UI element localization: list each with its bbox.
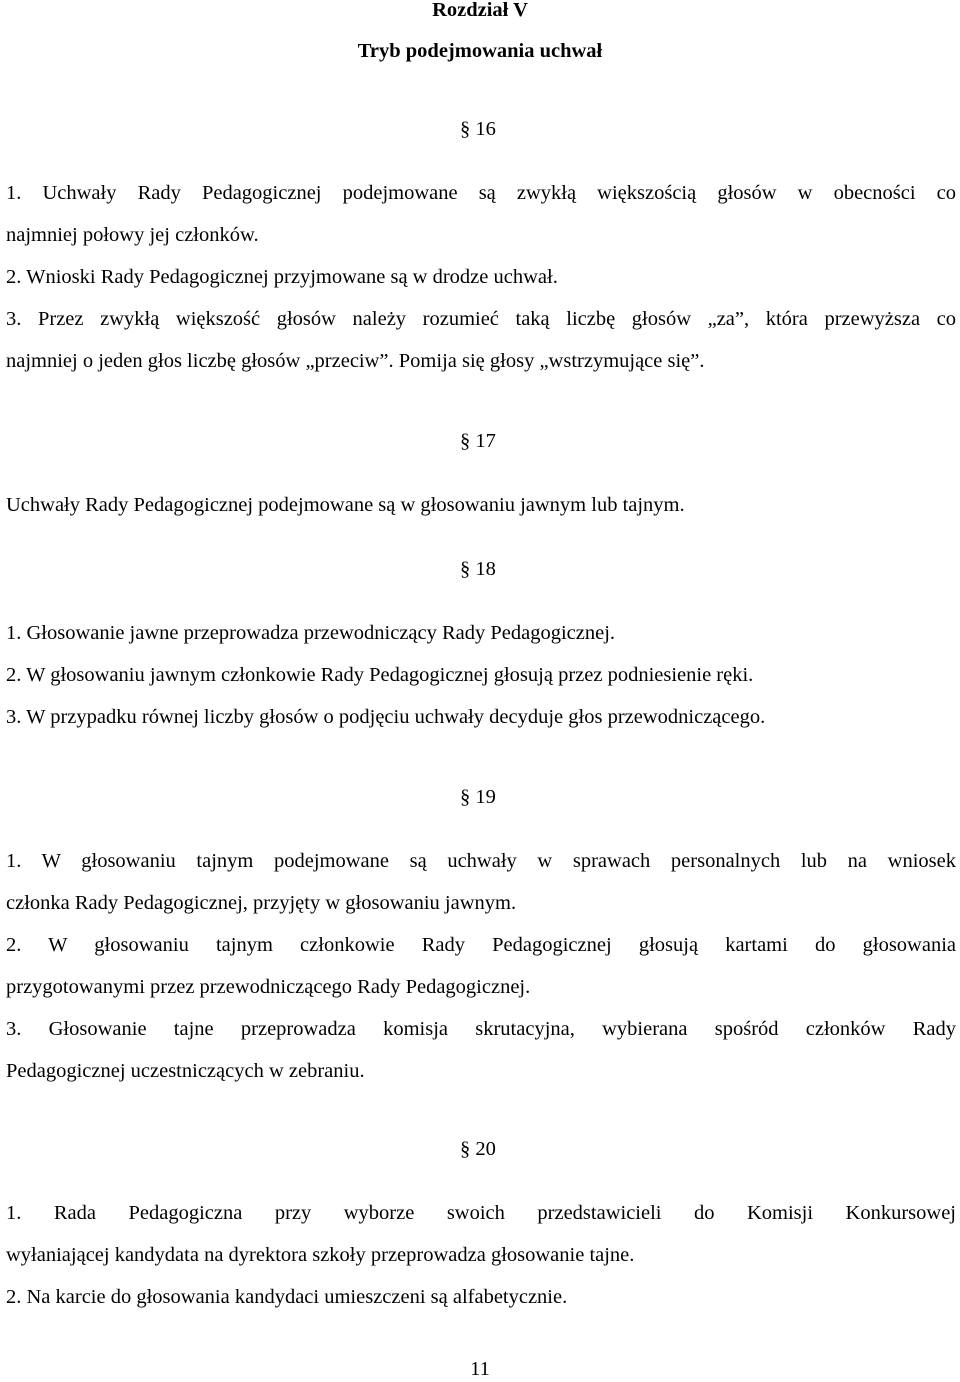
s16-line-5: najmniej o jeden głos liczbę głosów „przeciw”. Pomija się głosy „wstrzymujące się”. <box>6 350 705 372</box>
s19-line-5: 3. Głosowanie tajne przeprowadza komisja skrutacyjna, wybierana spośród członków Rady <box>6 1018 956 1040</box>
s16-line-1: 1. Uchwały Rady Pedagogicznej podejmowane są zwykłą większością głosów w obecności co <box>6 182 956 204</box>
s20-line-1: 1. Rada Pedagogiczna przy wyborze swoich przedstawicieli do Komisji Konkursowej <box>6 1202 956 1224</box>
s19-line-2: członka Rady Pedagogicznej, przyjęty w głosowaniu jawnym. <box>6 892 517 914</box>
s16-line-3: 2. Wnioski Rady Pedagogicznej przyjmowane są w drodze uchwał. <box>6 266 558 288</box>
section-heading-18: § 18 <box>460 558 496 580</box>
section-heading-20: § 20 <box>460 1138 496 1160</box>
chapter-title: Rozdział V <box>432 0 528 21</box>
s18-line-1: 1. Głosowanie jawne przeprowadza przewodniczący Rady Pedagogicznej. <box>6 622 616 644</box>
page-number: 11 <box>470 1358 490 1380</box>
s18-line-2: 2. W głosowaniu jawnym członkowie Rady Pedagogicznej głosują przez podniesienie ręki. <box>6 664 754 686</box>
s20-line-3: 2. Na karcie do głosowania kandydaci umieszczeni są alfabetycznie. <box>6 1286 568 1308</box>
s16-line-2: najmniej połowy jej członków. <box>6 224 259 246</box>
s19-line-1: 1. W głosowaniu tajnym podejmowane są uchwały w sprawach personalnych lub na wniosek <box>6 850 956 872</box>
section-heading-19: § 19 <box>460 786 496 808</box>
s20-line-2: wyłaniającej kandydata na dyrektora szkoły przeprowadza głosowanie tajne. <box>6 1244 635 1266</box>
chapter-subtitle: Tryb podejmowania uchwał <box>357 40 603 62</box>
s19-line-3: 2. W głosowaniu tajnym członkowie Rady Pedagogicznej głosują kartami do głosowania <box>6 934 956 956</box>
s17-line-1: Uchwały Rady Pedagogicznej podejmowane są w głosowaniu jawnym lub tajnym. <box>6 494 685 516</box>
section-heading-17: § 17 <box>460 430 496 452</box>
s16-line-4: 3. Przez zwykłą większość głosów należy rozumieć taką liczbę głosów „za”, która przewyższa co <box>6 308 956 330</box>
s18-line-3: 3. W przypadku równej liczby głosów o podjęciu uchwały decyduje głos przewodniczącego. <box>6 706 766 728</box>
section-heading-16: § 16 <box>460 118 496 140</box>
s19-line-4: przygotowanymi przez przewodniczącego Rady Pedagogicznej. <box>6 976 531 998</box>
s19-line-6: Pedagogicznej uczestniczących w zebraniu. <box>6 1060 365 1082</box>
